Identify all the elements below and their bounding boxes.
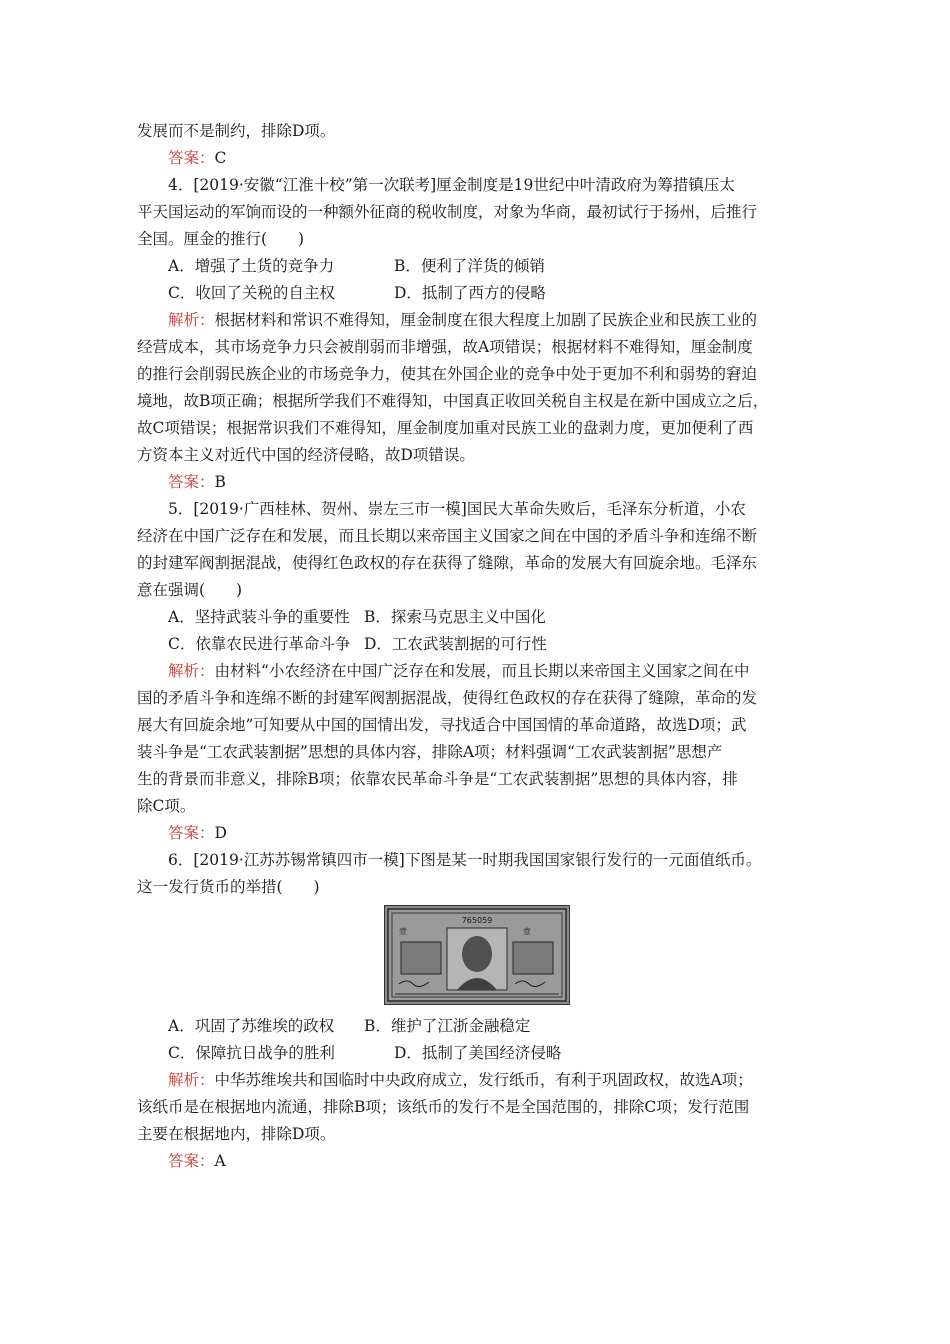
option-a: A．巩固了苏维埃的政权 <box>168 1017 335 1035</box>
analysis-line: 的推行会削弱民族企业的市场竞争力，使其在外国企业的竞争中处于更加不利和弱势的窘迫 <box>137 365 758 383</box>
option-a: A．坚持武装斗争的重要性 <box>168 608 350 626</box>
question-line: 这一发行货币的举措( ) <box>137 878 320 896</box>
analysis-line: 该纸币是在根据地内流通，排除B项；该纸币的发行不是全国范围的，排除C项；发行范围 <box>137 1098 750 1116</box>
answer-value: C <box>214 149 227 167</box>
answer-line <box>137 145 817 172</box>
analysis-line: 除C项。 <box>137 797 196 815</box>
analysis-line: 展大有回旋余地”可知要从中国的国情出发，寻找适合中国国情的革命道路，故选D项；武 <box>137 716 747 734</box>
analysis-label: 解析： <box>168 662 215 680</box>
banknote-figure <box>137 901 817 1013</box>
banknote-issuer: 765059 <box>461 916 493 925</box>
question-line: 4．[2019·安徽“江淮十校”第一次联考]厘金制度是19世纪中叶清政府为筹措镇压太 <box>168 176 735 194</box>
option-d: D．工农武装割据的可行性 <box>364 635 547 653</box>
analysis-line: 经营成本，其市场竞争力只会被削弱而非增强，故A项错误；根据材料不难得知，厘金制度 <box>137 338 753 356</box>
banknote-serial-left: 壹 <box>399 927 407 936</box>
analysis-line <box>137 658 817 685</box>
analysis-text: 中华苏维埃共和国临时中央政府成立，发行纸币，有利于巩固政权，故选A项； <box>214 1071 753 1089</box>
answer-line <box>137 820 817 847</box>
banknote-image <box>384 905 570 1005</box>
question-line: 5．[2019·广西桂林、贺州、崇左三市一模]国民大革命失败后，毛泽东分析道，小农 <box>168 500 746 518</box>
option-b: B．维护了江浙金融稳定 <box>364 1017 531 1035</box>
question-line: 经济在中国广泛存在和发展，而且长期以来帝国主义国家之间在中国的矛盾斗争和连绵不断 <box>137 527 758 545</box>
answer-value: B <box>214 473 226 491</box>
question-line: 的封建军阀割据混战，使得红色政权的存在获得了缝隙，革命的发展大有回旋余地。毛泽东 <box>137 554 758 572</box>
question-line: 平天国运动的军饷而设的一种额外征商的税收制度，对象为华商，最初试行于扬州，后推行 <box>137 203 758 221</box>
option-a: A．增强了土货的竞争力 <box>168 257 335 275</box>
analysis-line: 境地，故B项正确；根据所学我们不难得知，中国真正收回关税自主权是在新中国成立之后， <box>137 392 769 410</box>
answer-value: D <box>214 824 227 842</box>
answer-line <box>137 469 817 496</box>
options-row <box>137 253 817 280</box>
banknote-serial-right: 壹 <box>523 927 531 936</box>
option-d: D．抵制了西方的侵略 <box>394 284 546 302</box>
question-line: 全国。厘金的推行( ) <box>137 230 305 248</box>
analysis-text: 根据材料和常识不难得知，厘金制度在很大程度上加剧了民族企业和民族工业的 <box>214 311 758 329</box>
answer-label: 答案： <box>168 824 215 842</box>
analysis-label: 解析： <box>168 1071 215 1089</box>
option-d: D．抵制了美国经济侵略 <box>394 1044 562 1062</box>
analysis-line <box>137 1067 817 1094</box>
analysis-line: 方资本主义对近代中国的经济侵略，故D项错误。 <box>137 446 475 464</box>
options-row <box>137 604 817 631</box>
analysis-line: 主要在根据地内，排除D项。 <box>137 1125 336 1143</box>
options-row <box>137 280 817 307</box>
options-row <box>137 1013 817 1040</box>
question-line: 意在强调( ) <box>137 581 243 599</box>
option-b: B．探索马克思主义中国化 <box>364 608 546 626</box>
analysis-label: 解析： <box>168 311 215 329</box>
answer-label: 答案： <box>168 473 215 491</box>
analysis-line <box>137 307 817 334</box>
answer-value: A <box>214 1152 226 1170</box>
option-c: C．收回了关税的自主权 <box>168 284 335 302</box>
analysis-line: 国的矛盾斗争和连绵不断的封建军阀割据混战，使得红色政权的存在获得了缝隙，革命的发 <box>137 689 758 707</box>
text-line: 发展而不是制约，排除D项。 <box>137 122 336 140</box>
option-b: B．便利了洋货的倾销 <box>394 257 545 275</box>
analysis-line: 装斗争是“工农武装割据”思想的具体内容，排除A项；材料强调“工农武装割据”思想产 <box>137 743 723 761</box>
option-c: C．依靠农民进行革命斗争 <box>168 635 351 653</box>
analysis-line: 故C项错误；根据常识我们不难得知，厘金制度加重对民族工业的盘剥力度，更加便利了西 <box>137 419 754 437</box>
options-row <box>137 1040 817 1067</box>
answer-label: 答案： <box>168 1152 215 1170</box>
document-page <box>137 118 817 1175</box>
analysis-text: 由材料“小农经济在中国广泛存在和发展，而且长期以来帝国主义国家之间在中 <box>214 662 750 680</box>
option-c: C．保障抗日战争的胜利 <box>168 1044 335 1062</box>
options-row <box>137 631 817 658</box>
answer-label: 答案： <box>168 149 215 167</box>
analysis-line: 生的背景而非意义，排除B项；依靠农民革命斗争是“工农武装割据”思想的具体内容，排 <box>137 770 738 788</box>
question-line: 6．[2019·江苏苏锡常镇四市一模]下图是某一时期我国国家银行发行的一元面值纸币。 <box>168 851 762 869</box>
answer-line <box>137 1148 817 1175</box>
